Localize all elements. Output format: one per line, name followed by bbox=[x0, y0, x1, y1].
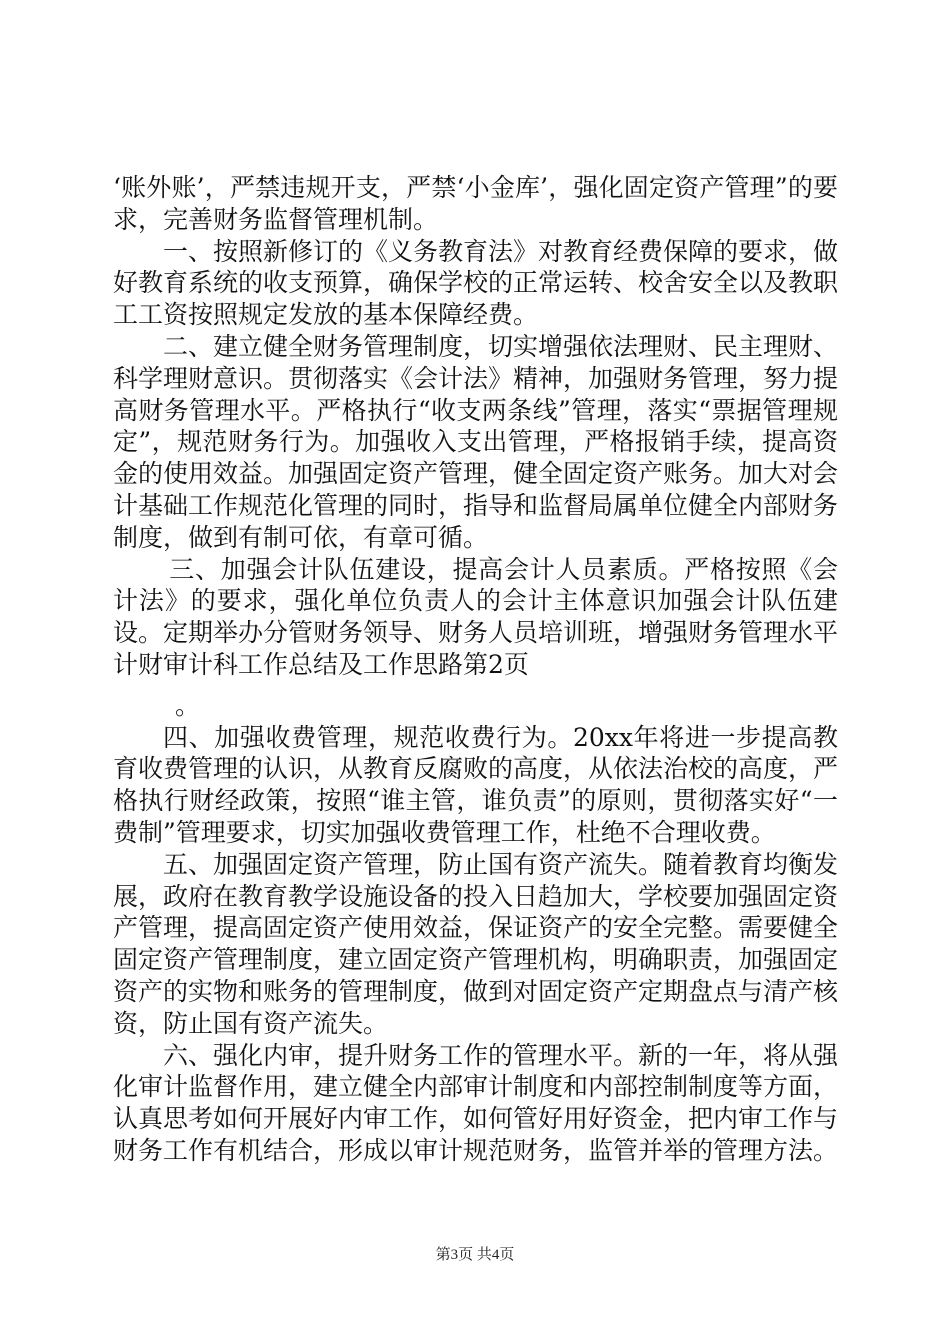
paragraph-item-2: 二、建立健全财务管理制度，切实增强依法理财、民主理财、科学理财意识。贯彻落实《会计法》精神，加强财务管理，努力提高财务管理水平。严格执行“收支两条线”管理，落实“票据管理规定”，规范财务行为。加强收入支出管理，严格报销手续，提高资金的使用效益。加强固定资产管理，健全固定资产账务。加大对会计基础工作规范化管理的同时，指导和监督局属单位健全内部财务制度，做到有制可依，有章可循。 bbox=[113, 331, 839, 552]
paragraph-item-3: 三、加强会计队伍建设，提高会计人员素质。严格按照《会计法》的要求，强化单位负责人的会计主体意识加强会计队伍建设。定期举办分管财务领导、财务人员培训班，增强财务管理水平计财审计科工作总结及工作思路第2页 bbox=[113, 554, 839, 679]
paragraph-item-5: 五、加强固定资产管理，防止国有资产流失。随着教育均衡发展，政府在教育教学设施设备的投入日趋加大，学校要加强固定资产管理，提高固定资产使用效益，保证资产的安全完整。需要健全固定资产管理制度，建立固定资产管理机构，明确职责，加强固定资产的实物和账务的管理制度，做到对固定资产定期盘点与清产核资，防止国有资产流失。 bbox=[113, 849, 839, 1038]
paragraph-continuation: ‘账外账’，严禁违规开支，严禁‘小金库’，强化固定资产管理”的要求，完善财务监督管理机制。 bbox=[113, 173, 838, 234]
paragraph-item-1: 一、按照新修订的《义务教育法》对教育经费保障的要求，做好教育系统的收支预算，确保学校的正常运转、校舍安全以及教职工工资按照规定发放的基本保障经费。 bbox=[113, 236, 839, 330]
paragraph-item-6: 六、强化内审，提升财务工作的管理水平。新的一年，将从强化审计监督作用，建立健全内部审计制度和内部控制制度等方面，认真思考如何开展好内审工作，如何管好用好资金，把内审工作与财务工作有机结合，形成以审计规范财务，监管并举的管理方法。 bbox=[113, 1040, 839, 1165]
paragraph-item-4: 四、加强收费管理，规范收费行为。20xx年将进一步提高教育收费管理的认识，从教育反腐败的高度，从依法治校的高度，严格执行财经政策，按照“谁主管，谁负责”的原则，贯彻落实好“一费制”管理要求，切实加强收费管理工作，杜绝不合理收费。 bbox=[113, 722, 839, 847]
page-footer: 第3页 共4页 bbox=[435, 1247, 515, 1263]
document-body bbox=[113, 172, 838, 1167]
paragraph-period: 。 bbox=[175, 690, 201, 720]
